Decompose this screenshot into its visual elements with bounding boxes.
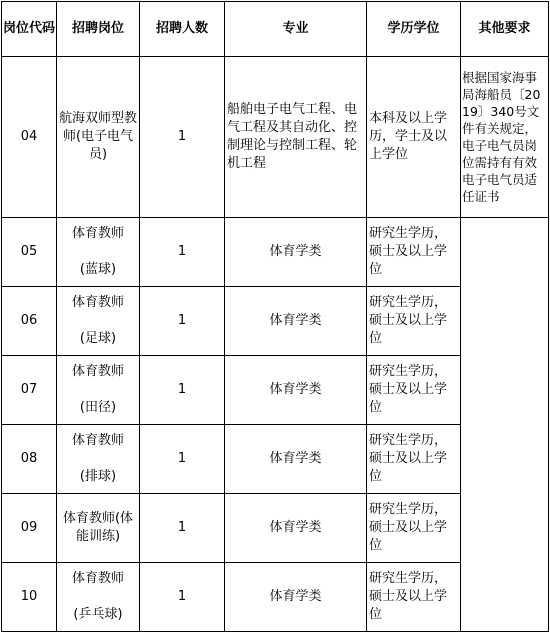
position-education: 研究生学历，硕士及以上学位 — [367, 563, 461, 632]
table-row — [2, 218, 549, 287]
position-name-cell — [57, 494, 140, 563]
position-name-cell — [57, 563, 140, 632]
position-code: 08 — [2, 425, 57, 494]
position-major: 体育学类 — [225, 356, 367, 425]
header-code: 岗位代码 — [2, 2, 57, 57]
position-code: 04 — [2, 57, 57, 218]
position-subname: (田径) — [79, 400, 117, 415]
position-code: 10 — [2, 563, 57, 632]
position-name-cell — [57, 57, 140, 218]
position-name-cell — [57, 218, 140, 287]
position-name: 航海双师型教师(电子电气员) — [58, 111, 137, 162]
position-education: 研究生学历，硕士及以上学位 — [367, 287, 461, 356]
position-major: 体育学类 — [225, 218, 367, 287]
position-education: 研究生学历，硕士及以上学位 — [367, 425, 461, 494]
other-requirements-empty — [461, 218, 549, 632]
position-count: 1 — [140, 57, 225, 218]
position-education: 研究生学历，硕士及以上学位 — [367, 356, 461, 425]
position-subname: (足球) — [79, 331, 117, 346]
other-requirements: 根据国家海事局海船员〔2019〕340号文件有关规定，电子电气员岗位需持有有效电子电气员适任证书 — [461, 57, 549, 218]
position-major: 体育学类 — [225, 287, 367, 356]
header-position: 招聘岗位 — [57, 2, 140, 57]
position-name: 体育教师 — [71, 571, 124, 586]
position-code: 06 — [2, 287, 57, 356]
position-count: 1 — [140, 494, 225, 563]
position-major: 体育学类 — [225, 563, 367, 632]
position-name: 体育教师(体能训练) — [62, 511, 134, 544]
position-count: 1 — [140, 218, 225, 287]
recruitment-table — [1, 1, 549, 632]
position-name: 体育教师 — [71, 364, 124, 379]
position-count: 1 — [140, 287, 225, 356]
header-row — [2, 2, 549, 57]
position-count: 1 — [140, 356, 225, 425]
position-name-cell — [57, 425, 140, 494]
position-name-cell — [57, 356, 140, 425]
table-row — [2, 57, 549, 218]
position-major: 船舶电子电气工程、电气工程及其自动化、控制理论与控制工程、轮机工程 — [225, 57, 367, 218]
position-subname: (蓝球) — [79, 262, 117, 277]
position-code: 05 — [2, 218, 57, 287]
position-code: 09 — [2, 494, 57, 563]
position-name-cell — [57, 287, 140, 356]
position-name: 体育教师 — [71, 226, 124, 241]
position-subname: (乒乓球) — [73, 607, 123, 622]
header-count: 招聘人数 — [140, 2, 225, 57]
position-education: 研究生学历，硕士及以上学位 — [367, 494, 461, 563]
position-code: 07 — [2, 356, 57, 425]
position-major: 体育学类 — [225, 494, 367, 563]
header-major: 专业 — [225, 2, 367, 57]
position-name: 体育教师 — [71, 433, 124, 448]
position-subname: (排球) — [79, 469, 117, 484]
position-education: 本科及以上学历，学士及以上学位 — [367, 57, 461, 218]
header-other: 其他要求 — [461, 2, 549, 57]
position-name: 体育教师 — [71, 295, 124, 310]
header-education: 学历学位 — [367, 2, 461, 57]
position-count: 1 — [140, 425, 225, 494]
position-count: 1 — [140, 563, 225, 632]
position-education: 研究生学历，硕士及以上学位 — [367, 218, 461, 287]
position-major: 体育学类 — [225, 425, 367, 494]
